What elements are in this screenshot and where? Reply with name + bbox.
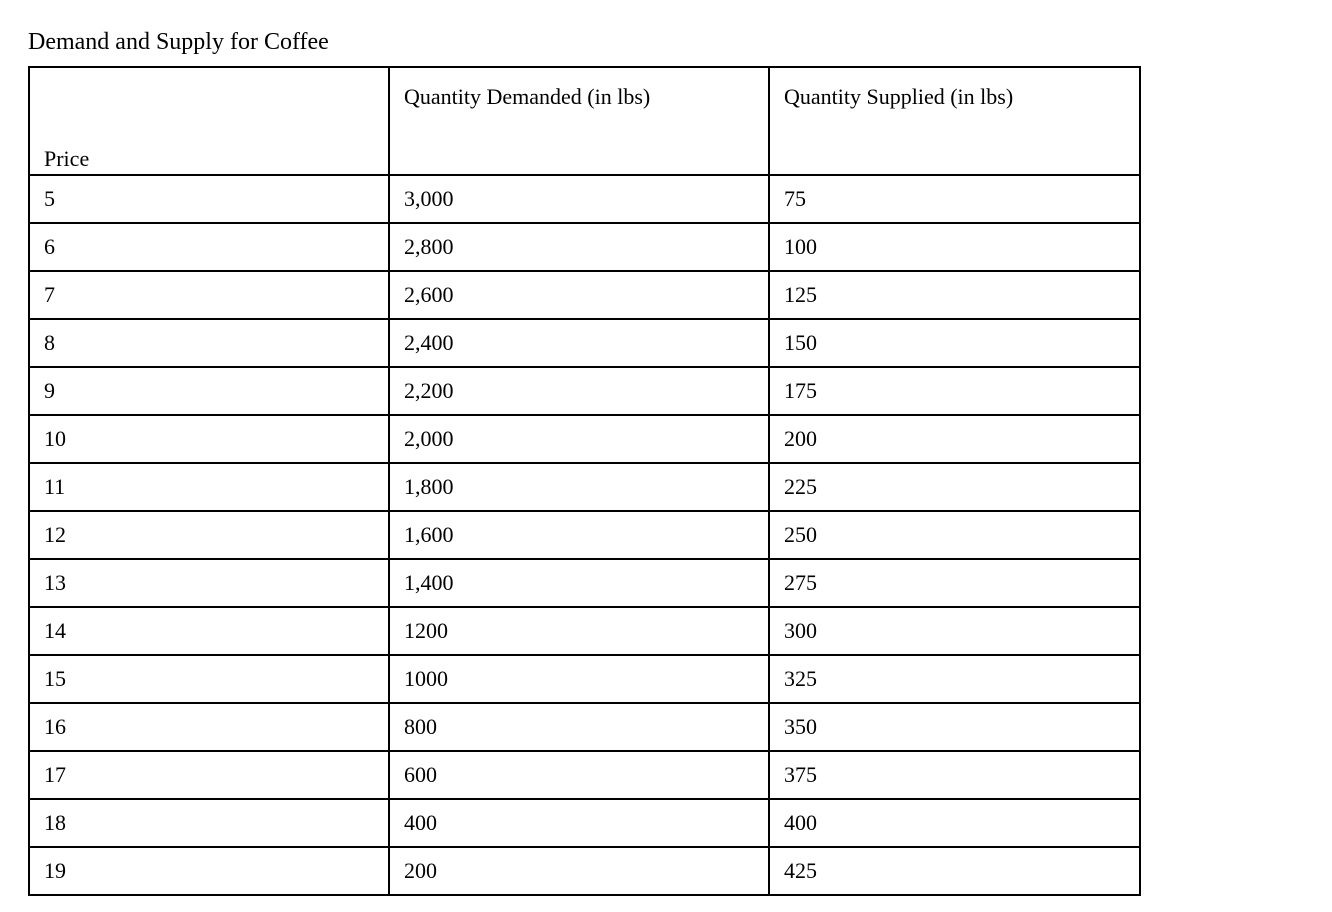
cell-price: 18 [29,799,389,847]
cell-quantity-demanded: 2,400 [389,319,769,367]
cell-price: 13 [29,559,389,607]
table-row [29,559,1140,607]
cell-quantity-demanded: 3,000 [389,175,769,223]
table-row [29,655,1140,703]
cell-quantity-supplied: 125 [769,271,1140,319]
cell-price: 10 [29,415,389,463]
header-quantity-supplied: Quantity Supplied (in lbs) [769,67,1140,175]
cell-quantity-demanded: 200 [389,847,769,895]
table-row [29,271,1140,319]
table-row [29,463,1140,511]
cell-price: 16 [29,703,389,751]
table-header-row [29,67,1140,175]
cell-price: 9 [29,367,389,415]
table-row [29,367,1140,415]
cell-price: 19 [29,847,389,895]
cell-quantity-supplied: 175 [769,367,1140,415]
cell-quantity-demanded: 1000 [389,655,769,703]
cell-quantity-supplied: 275 [769,559,1140,607]
cell-quantity-supplied: 425 [769,847,1140,895]
demand-supply-table [28,66,1141,896]
table-row [29,847,1140,895]
cell-quantity-supplied: 150 [769,319,1140,367]
cell-quantity-supplied: 75 [769,175,1140,223]
cell-price: 15 [29,655,389,703]
cell-price: 5 [29,175,389,223]
cell-quantity-demanded: 2,600 [389,271,769,319]
cell-price: 11 [29,463,389,511]
cell-quantity-supplied: 375 [769,751,1140,799]
table-row [29,703,1140,751]
cell-price: 14 [29,607,389,655]
cell-quantity-demanded: 600 [389,751,769,799]
cell-quantity-demanded: 1,400 [389,559,769,607]
document-title: Demand and Supply for Coffee [28,29,329,55]
cell-quantity-demanded: 1,800 [389,463,769,511]
cell-quantity-demanded: 800 [389,703,769,751]
table-row [29,799,1140,847]
table-row [29,751,1140,799]
table-row [29,415,1140,463]
cell-quantity-demanded: 1,600 [389,511,769,559]
cell-price: 8 [29,319,389,367]
cell-quantity-supplied: 225 [769,463,1140,511]
cell-price: 7 [29,271,389,319]
cell-price: 17 [29,751,389,799]
cell-quantity-supplied: 200 [769,415,1140,463]
header-price: Price [29,67,389,175]
table-row [29,511,1140,559]
cell-quantity-demanded: 2,200 [389,367,769,415]
cell-quantity-supplied: 400 [769,799,1140,847]
cell-quantity-supplied: 325 [769,655,1140,703]
cell-quantity-demanded: 400 [389,799,769,847]
cell-quantity-supplied: 300 [769,607,1140,655]
cell-price: 6 [29,223,389,271]
table-row [29,175,1140,223]
cell-quantity-demanded: 2,000 [389,415,769,463]
header-quantity-demanded: Quantity Demanded (in lbs) [389,67,769,175]
cell-quantity-supplied: 250 [769,511,1140,559]
cell-quantity-supplied: 100 [769,223,1140,271]
table-row [29,223,1140,271]
table-row [29,319,1140,367]
cell-quantity-demanded: 2,800 [389,223,769,271]
cell-quantity-supplied: 350 [769,703,1140,751]
cell-quantity-demanded: 1200 [389,607,769,655]
table-row [29,607,1140,655]
cell-price: 12 [29,511,389,559]
